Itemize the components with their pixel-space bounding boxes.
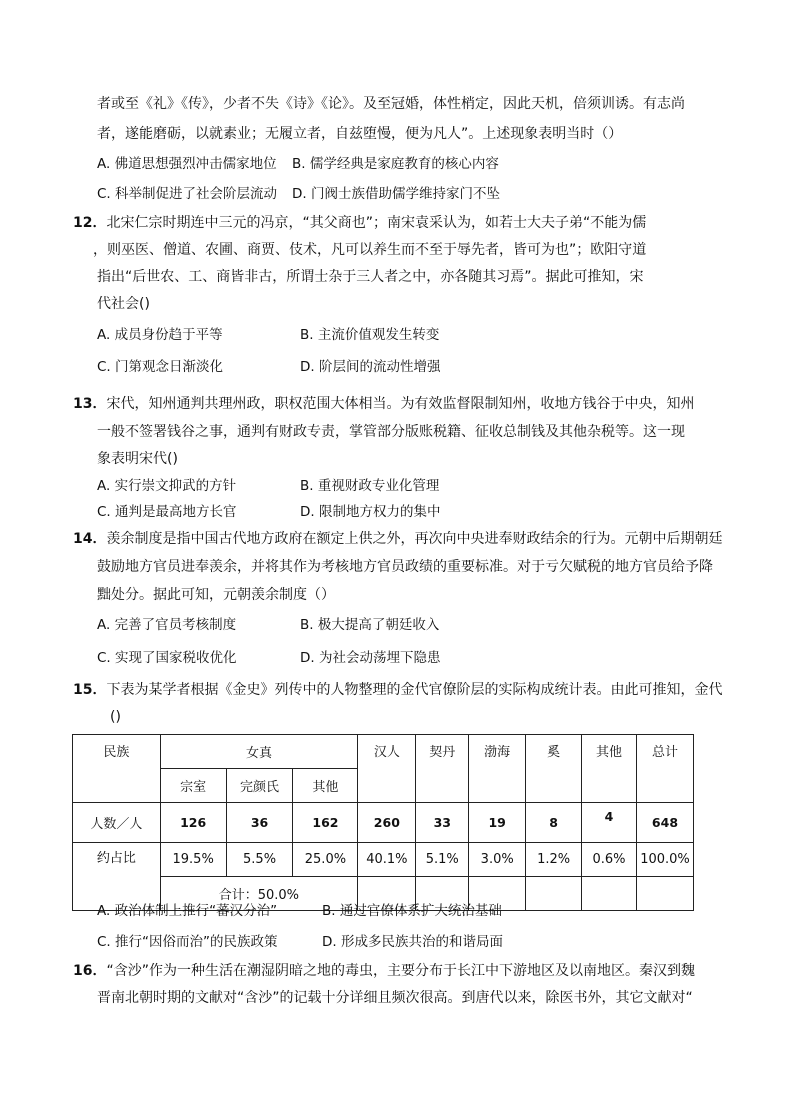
- empty-cell: [526, 877, 582, 911]
- q12-option-d: D. 阶层间的流动性增强: [300, 359, 441, 375]
- ratio-cell: 5.1%: [416, 843, 469, 877]
- q14-stem-line-1: 14．羡余制度是指中国古代地方政府在额定上供之外，再次向中央进奉财政结余的行为。元朝中后期朝廷: [73, 531, 723, 547]
- header-xi: 奚: [526, 735, 582, 803]
- q13-stem-line-1: 13．宋代，知州通判共理州政，职权范围大体相当。为有效监督限制知州，收地方钱谷于中央，知州: [73, 396, 695, 412]
- q11-option-a: A. 佛道思想强烈冲击儒家地位: [97, 156, 277, 172]
- header-total: 总计: [636, 735, 693, 803]
- q13-option-d: D. 限制地方权力的集中: [300, 504, 441, 520]
- q16-number: 16．: [73, 963, 107, 979]
- q12-option-a: A. 成员身份趋于平等: [97, 327, 223, 343]
- q14-option-b: B. 极大提高了朝廷收入: [300, 617, 440, 633]
- q12-stem-line-2: ，则巫医、僧道、农圃、商贾、伎术，凡可以养生而不至于辱先者，皆可为也”；欧阳守道: [93, 242, 647, 258]
- q12-stem-line-1: 12．北宋仁宗时期连中三元的冯京，“其父商也”；南宋袁采认为，如若士大夫子弟“不能为儒: [73, 215, 647, 231]
- ratio-cell: 3.0%: [469, 843, 526, 877]
- q16-stem-line-1: 16．“含沙”作为一种生活在潮湿阴暗之地的毒虫，主要分布于长江中下游地区及以南地区。秦汉到魏: [73, 963, 695, 979]
- count-cell: 36: [226, 803, 293, 843]
- q16-stem-line-2: 晋南北朝时期的文献对“含沙”的记载十分详细且频次很高。到唐代以来，除医书外，其它文献对“: [97, 990, 693, 1006]
- q15-number: 15．: [73, 682, 107, 698]
- ratio-cell: 100.0%: [636, 843, 693, 877]
- count-cell: 260: [358, 803, 416, 843]
- header-han: 汉人: [358, 735, 416, 803]
- ratio-cell: 0.6%: [582, 843, 637, 877]
- q15-option-c: C. 推行“因俗而治”的民族政策: [97, 934, 278, 950]
- jin-official-stats-table: [72, 734, 694, 911]
- empty-cell: [636, 877, 693, 911]
- q15-stem-line-1: 15．下表为某学者根据《金史》列传中的人物整理的金代官僚阶层的实际构成统计表。由此可推知，金代: [73, 682, 723, 698]
- table-row-ratios: [73, 843, 694, 877]
- q13-number: 13．: [73, 396, 107, 412]
- table-header-row: [73, 735, 694, 769]
- q15-option-b: B. 通过官僚体系扩大统治基础: [322, 903, 502, 919]
- empty-cell: [582, 877, 637, 911]
- header-ethnic-group: 民族: [73, 735, 161, 803]
- q14-option-c: C. 实现了国家税收优化: [97, 650, 237, 666]
- ratio-cell: 1.2%: [526, 843, 582, 877]
- row-label-count: 人数／人: [73, 803, 161, 843]
- subheader-imperial-clan: 宗室: [160, 769, 226, 803]
- q14-option-d: D. 为社会动荡埋下隐患: [300, 650, 441, 666]
- q11-option-d: D. 门阀士族借助儒学维持家门不坠: [292, 186, 500, 202]
- q14-stem-line-3: 黜处分。据此可知，元朝羡余制度（）: [97, 587, 335, 603]
- q14-stem-line-2: 鼓励地方官员进奉羡余，并将其作为考核地方官员政绩的重要标准。对于亏欠赋税的地方官员给予降: [97, 559, 713, 575]
- q12-number: 12．: [73, 215, 107, 231]
- jurchen-subtotal: 合计：50.0%: [160, 877, 358, 911]
- q11-option-b: B. 儒学经典是家庭教育的核心内容: [292, 156, 499, 172]
- q11-stem-line-2: 者，遂能磨砺，以就素业；无履立者，自兹堕慢，便为凡人”。上述现象表明当时（）: [97, 126, 623, 142]
- q15-stem-line-2: (): [110, 709, 121, 725]
- q13-stem-line-2: 一般不签署钱谷之事，通判有财政专责，掌管部分版账税籍、征收总制钱及其他杂税等。这一现: [97, 424, 685, 440]
- q14-number: 14．: [73, 531, 107, 547]
- count-cell: 4: [582, 803, 637, 843]
- subheader-wanyan: 完颜氏: [226, 769, 293, 803]
- subheader-jurchen-other: 其他: [293, 769, 358, 803]
- header-other: 其他: [582, 735, 637, 803]
- count-cell: 126: [160, 803, 226, 843]
- header-khitan: 契丹: [416, 735, 469, 803]
- q12-stem-line-4: 代社会(): [97, 296, 150, 312]
- header-bohai: 渤海: [469, 735, 526, 803]
- q12-option-b: B. 主流价值观发生转变: [300, 327, 440, 343]
- ratio-cell: 5.5%: [226, 843, 293, 877]
- q15-option-a: A. 政治体制上推行“蕃汉分治”: [97, 903, 278, 919]
- header-jurchen: 女真: [160, 735, 358, 769]
- row-label-ratio: 约占比: [73, 843, 161, 911]
- count-cell: 162: [293, 803, 358, 843]
- q12-option-c: C. 门第观念日渐淡化: [97, 359, 224, 375]
- count-cell: 8: [526, 803, 582, 843]
- q14-option-a: A. 完善了官员考核制度: [97, 617, 237, 633]
- ratio-cell: 25.0%: [293, 843, 358, 877]
- q11-option-c: C. 科举制促进了社会阶层流动: [97, 186, 278, 202]
- table-row-counts: [73, 803, 694, 843]
- q12-stem-line-3: 指出“后世农、工、商皆非古，所谓士杂于三人者之中，亦各随其习焉”。据此可推知，宋: [97, 269, 644, 285]
- ratio-cell: 40.1%: [358, 843, 416, 877]
- q11-stem-line-1: 者或至《礼》《传》，少者不失《诗》《论》。及至冠婚，体性梢定，因此天机，倍须训诱。有志尚: [97, 96, 685, 112]
- count-cell: 33: [416, 803, 469, 843]
- count-cell: 19: [469, 803, 526, 843]
- q15-option-d: D. 形成多民族共治的和谐局面: [322, 934, 503, 950]
- ratio-cell: 19.5%: [160, 843, 226, 877]
- q13-option-c: C. 通判是最高地方长官: [97, 504, 237, 520]
- q13-option-a: A. 实行崇文抑武的方针: [97, 478, 237, 494]
- count-cell: 648: [636, 803, 693, 843]
- q13-stem-line-3: 象表明宋代(): [97, 451, 178, 467]
- q13-option-b: B. 重视财政专业化管理: [300, 478, 440, 494]
